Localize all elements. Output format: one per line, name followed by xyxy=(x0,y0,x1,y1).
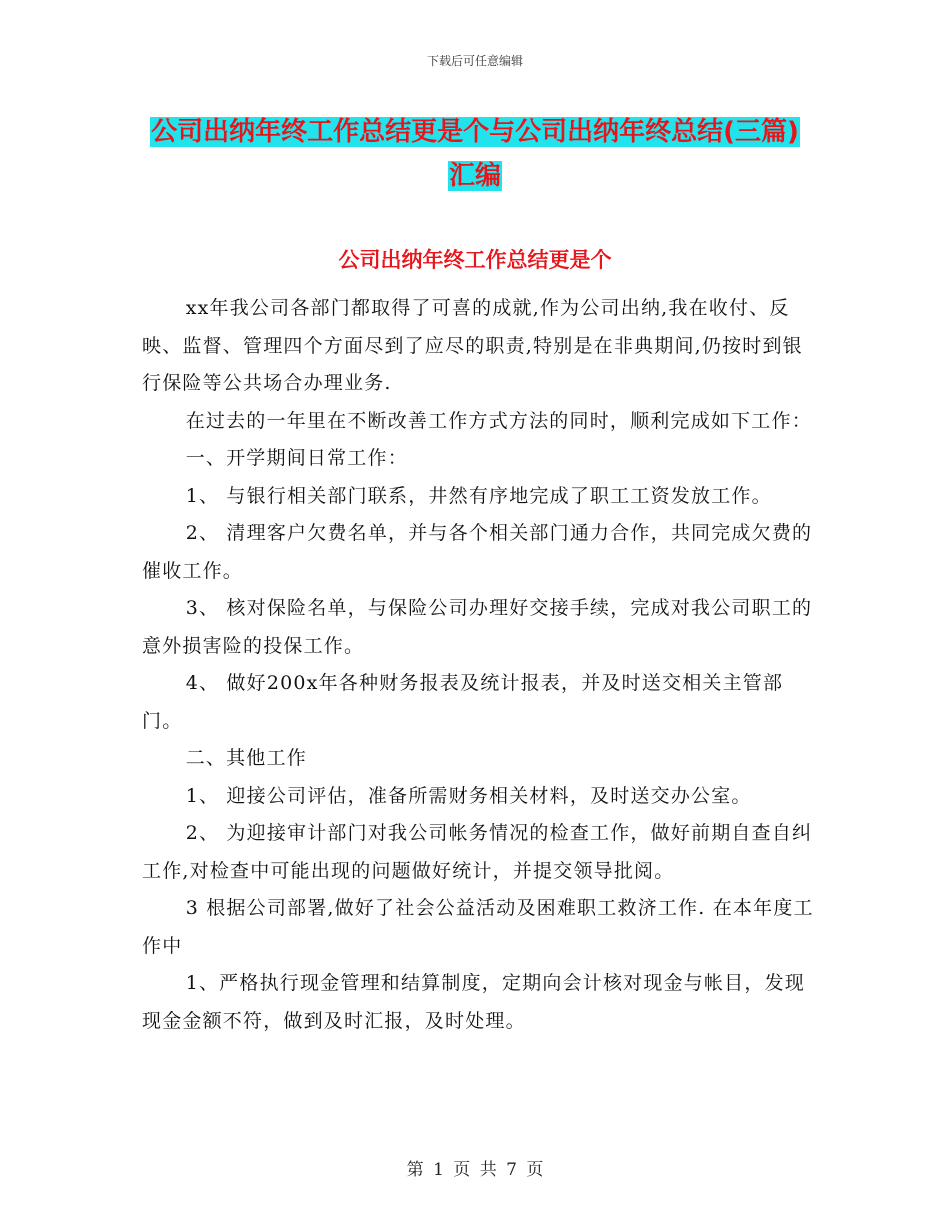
paragraph: 在过去的一年里在不断改善工作方式方法的同时，顺利完成如下工作： xyxy=(185,409,812,432)
document-title xyxy=(140,110,810,198)
document-title-text: 公司出纳年终工作总结更是个与公司出纳年终总结(三篇)汇编 xyxy=(151,117,799,191)
paragraph: 1、严格执行现金管理和结算制度，定期向会计核对现金与帐目，发现现金金额不符，做到及时汇报，及时处理。 xyxy=(142,972,805,1032)
paragraph: 3 根据公司部署,做好了社会公益活动及困难职工救济工作. 在本年度工作中 xyxy=(142,897,814,957)
paragraph: 3、 核对保险名单，与保险公司办理好交接手续，完成对我公司职工的意外损害险的投保工作。 xyxy=(142,597,813,657)
paragraph: xx年我公司各部门都取得了可喜的成就,作为公司出纳,我在收付、反映、监督、管理四个方面尽到了应尽的职责,特别是在非典期间,仍按时到银行保险等公共场合办理业务. xyxy=(142,297,803,394)
paragraph: 1、 与银行相关部门联系，井然有序地完成了职工工资发放工作。 xyxy=(185,484,772,507)
document-body xyxy=(142,290,814,1040)
page-number: 第 1 页 共 7 页 xyxy=(406,1160,544,1180)
paragraph: 4、 做好200x年各种财务报表及统计报表，并及时送交相关主管部门。 xyxy=(142,672,784,732)
paragraph: 2、 为迎接审计部门对我公司帐务情况的检查工作，做好前期自查自纠工作,对检查中可能出现的问题做好统计，并提交领导批阅。 xyxy=(142,822,813,882)
page-header: 下载后可任意编辑 xyxy=(426,54,523,68)
section-title: 公司出纳年终工作总结更是个 xyxy=(338,248,612,272)
paragraph: 二、其他工作 xyxy=(185,747,307,769)
paragraph: 一、开学期间日常工作： xyxy=(185,447,408,469)
paragraph: 2、 清理客户欠费名单，并与各个相关部门通力合作，共同完成欠费的催收工作。 xyxy=(142,522,813,582)
paragraph: 1、 迎接公司评估，准备所需财务相关材料，及时送交办公室。 xyxy=(185,784,752,807)
